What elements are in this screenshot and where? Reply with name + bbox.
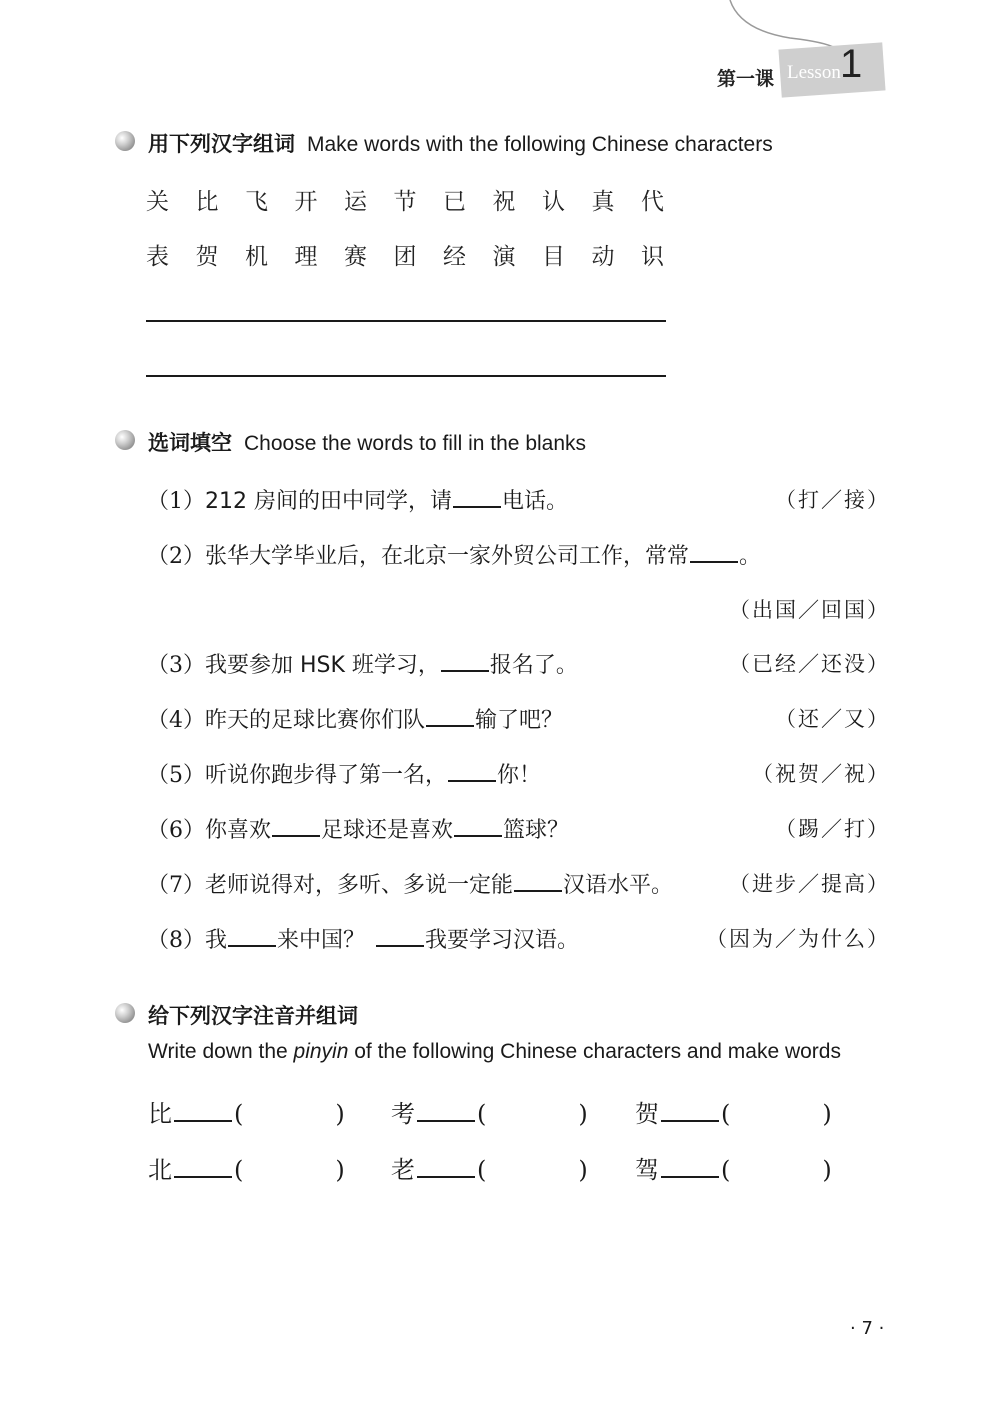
question-6-options: （踢／打）	[775, 817, 890, 841]
question-text: 电话。	[502, 489, 569, 514]
question-number: （5）	[147, 763, 205, 788]
question-number: （6）	[147, 818, 205, 843]
word-blank[interactable]	[174, 1098, 232, 1122]
char: 认	[542, 189, 565, 215]
question-7	[147, 868, 673, 899]
char: 演	[492, 244, 516, 270]
char: 代	[641, 189, 664, 215]
char: 开	[294, 189, 318, 215]
section3-title-cn: 给下列汉字注音并组词	[148, 1004, 358, 1028]
section2-title	[148, 427, 586, 457]
question-text: 你喜欢	[205, 818, 272, 843]
pinyin-char: 比	[148, 1100, 172, 1128]
question-5	[147, 758, 541, 789]
answer-blank[interactable]	[426, 705, 474, 727]
word-blank[interactable]	[417, 1154, 475, 1178]
pinyin-char: 考	[391, 1100, 415, 1128]
answer-blank[interactable]	[690, 541, 738, 563]
pinyin-item: 考 ( )	[391, 1100, 588, 1128]
pinyin-char: 老	[391, 1156, 415, 1184]
question-3	[147, 648, 578, 679]
question-text: 你！	[497, 763, 542, 788]
pinyin-item: 贺 ( )	[635, 1100, 832, 1128]
char: 飞	[245, 189, 268, 215]
question-2-options: （出国／回国）	[729, 598, 890, 622]
char: 机	[245, 244, 268, 270]
question-text: 张华大学毕业后，在北京一家外贸公司工作，常常	[205, 544, 690, 569]
question-text: 昨天的足球比赛你们队	[205, 708, 426, 733]
char: 表	[146, 244, 169, 270]
question-8	[147, 923, 579, 954]
question-number: （3）	[147, 653, 205, 678]
question-text: 我要学习汉语。	[425, 928, 580, 953]
answer-line-2[interactable]	[146, 375, 666, 377]
question-text: 篮球？	[503, 818, 570, 843]
char: 真	[591, 189, 615, 215]
answer-blank[interactable]	[454, 815, 502, 837]
char-row-1	[146, 183, 691, 216]
char: 经	[443, 244, 466, 270]
question-7-options: （进步／提高）	[729, 872, 890, 896]
pinyin-char: 贺	[635, 1100, 659, 1128]
char: 赛	[344, 244, 367, 270]
question-text: 。	[739, 544, 762, 569]
char: 运	[344, 189, 367, 215]
question-1-options: （打／接）	[775, 488, 890, 512]
section3-title	[148, 1000, 370, 1030]
char: 比	[195, 189, 219, 215]
question-text: 212 房间的田中同学，请	[205, 489, 452, 514]
question-number: （2）	[147, 544, 205, 569]
section1-title-cn: 用下列汉字组词	[148, 132, 295, 156]
char: 团	[393, 244, 417, 270]
pinyin-item: 老 ( )	[391, 1156, 588, 1184]
word-blank[interactable]	[661, 1098, 719, 1122]
section3-subtitle: Write down the pinyin of the following Chinese characters and make words	[148, 1040, 841, 1063]
question-text: 汉语水平。	[563, 873, 674, 898]
section3-bullet-icon	[115, 1003, 135, 1023]
question-6	[147, 813, 569, 844]
question-number: （8）	[147, 928, 205, 953]
char: 节	[393, 189, 417, 215]
answer-blank[interactable]	[228, 925, 276, 947]
char: 动	[591, 244, 615, 270]
char: 目	[542, 244, 565, 270]
lesson-number: 1	[840, 42, 863, 86]
answer-line-1[interactable]	[146, 320, 666, 322]
question-number: （1）	[147, 489, 205, 514]
answer-blank[interactable]	[441, 650, 489, 672]
question-4-options: （还／又）	[775, 707, 890, 731]
char: 祝	[492, 189, 516, 215]
section1-title	[148, 128, 773, 158]
question-text: 我	[205, 928, 228, 953]
question-text: 来中国？	[277, 928, 366, 953]
question-text: 输了吧？	[475, 708, 564, 733]
char: 已	[443, 189, 466, 215]
pinyin-item: 北 ( )	[148, 1156, 345, 1184]
char: 贺	[195, 244, 219, 270]
char: 理	[294, 244, 318, 270]
question-5-options: （祝贺／祝）	[752, 762, 890, 786]
answer-blank[interactable]	[453, 486, 501, 508]
question-text: 报名了。	[489, 653, 578, 678]
section2-title-cn: 选词填空	[148, 431, 232, 455]
question-number: （4）	[147, 708, 205, 733]
word-blank[interactable]	[661, 1154, 719, 1178]
question-1	[147, 484, 568, 515]
word-blank[interactable]	[174, 1154, 232, 1178]
question-text: 听说你跑步得了第一名，	[205, 763, 448, 788]
question-text: 老师说得对，多听、多说一定能	[205, 873, 514, 898]
pinyin-char: 驾	[635, 1156, 659, 1184]
pinyin-char: 北	[148, 1156, 172, 1184]
section1-title-en: Make words with the following Chinese characters	[307, 133, 773, 156]
pinyin-item: 比 ( )	[148, 1100, 345, 1128]
answer-blank[interactable]	[448, 760, 496, 782]
question-number: （7）	[147, 873, 205, 898]
answer-blank[interactable]	[376, 925, 424, 947]
page-number: · 7 ·	[850, 1318, 885, 1339]
word-blank[interactable]	[417, 1098, 475, 1122]
question-text: 足球还是喜欢	[321, 818, 454, 843]
question-2	[147, 539, 761, 570]
answer-blank[interactable]	[514, 870, 562, 892]
question-4	[147, 703, 563, 734]
section2-bullet-icon	[115, 430, 135, 450]
question-3-options: （已经／还没）	[729, 652, 890, 676]
char: 识	[641, 244, 664, 270]
question-8-options: （因为／为什么）	[706, 927, 890, 951]
section1-bullet-icon	[115, 131, 135, 151]
char: 关	[146, 189, 169, 215]
lesson-title-cn: 第一课	[717, 68, 775, 90]
pinyin-item: 驾 ( )	[635, 1156, 832, 1184]
question-text: 我要参加 HSK 班学习，	[205, 653, 440, 678]
answer-blank[interactable]	[272, 815, 320, 837]
lesson-title-en: Lesson	[787, 62, 841, 83]
section2-title-en: Choose the words to fill in the blanks	[244, 432, 587, 455]
char-row-2	[146, 238, 691, 271]
